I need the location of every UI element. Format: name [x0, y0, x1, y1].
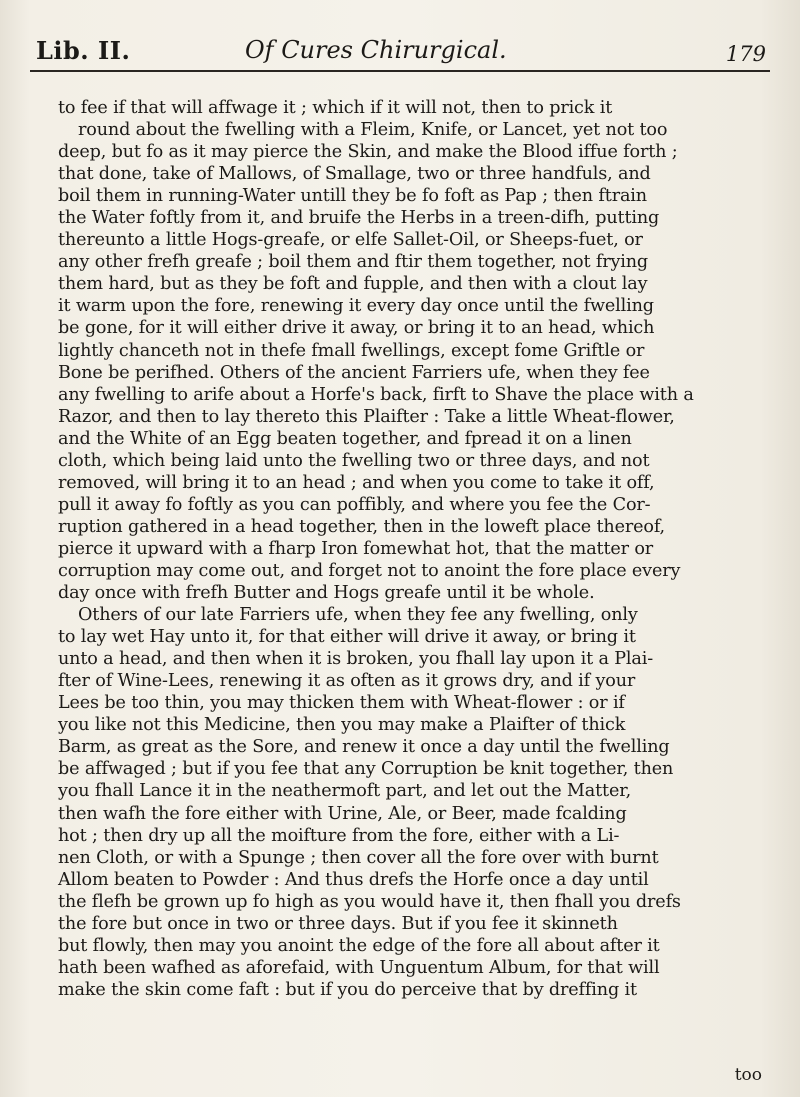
text-line: Barm, as great as the Sore, and renew it once a day until the fwelling: [58, 737, 670, 758]
text-line: hot ; then dry up all the moifture from the fore, either with a Li-: [58, 825, 620, 846]
text-line: hath been wafhed as aforefaid, with Unguentum Album, for that will: [58, 957, 660, 978]
text-line: them hard, but as they be foft and fupple, and then with a clout lay: [58, 274, 648, 295]
text-line: Razor, and then to lay thereto this Plaifter : Take a little Wheat-flower,: [58, 406, 675, 427]
page-number: 179: [725, 42, 766, 66]
text-line: pull it away fo foftly as you can poffibly, and where you fee the Cor-: [58, 494, 651, 515]
text-line: thereunto a little Hogs-greafe, or elfe Sallet-Oil, or Sheeps-fuet, or: [58, 230, 643, 251]
text-line: then wafh the fore either with Urine, Ale, or Beer, made fcalding: [58, 803, 627, 824]
text-line: you like not this Medicine, then you may make a Plaifter of thick: [58, 715, 626, 736]
text-line: to lay wet Hay unto it, for that either will drive it away, or bring it: [58, 627, 636, 648]
text-line: and the White of an Egg beaten together, and fpread it on a linen: [58, 428, 632, 449]
text-line: fter of Wine-Lees, renewing it as often as it grows dry, and if your: [58, 671, 636, 692]
text-line: you fhall Lance it in the neathermoft part, and let out the Matter,: [58, 781, 632, 802]
text-line: any fwelling to arife about a Horfe's back, firft to Shave the place with a: [58, 384, 694, 405]
text-line: that done, take of Mallows, of Smallage, two or three handfuls, and: [58, 164, 651, 185]
header-rule: [30, 70, 770, 72]
text-line: cloth, which being laid unto the fwelling two or three days, and not: [58, 450, 650, 471]
running-title: Of Cures Chirurgical.: [245, 36, 507, 64]
body-text: [58, 97, 768, 1001]
text-line: Allom beaten to Powder : And thus drefs the Horfe once a day until: [58, 869, 649, 890]
text-line: ruption gathered in a head together, then in the loweft place thereof,: [58, 516, 665, 537]
book-section-label: Lib. II.: [36, 36, 131, 65]
text-line: any other frefh greafe ; boil them and ftir them together, not frying: [58, 252, 649, 273]
text-line: unto a head, and then when it is broken, you fhall lay upon it a Plai-: [58, 649, 653, 670]
text-line: it warm upon the fore, renewing it every day once until the fwelling: [58, 296, 654, 317]
text-line: boil them in running-Water untill they be fo foft as Pap ; then ftrain: [58, 186, 647, 207]
text-line: nen Cloth, or with a Spunge ; then cover all the fore over with burnt: [58, 847, 659, 868]
page-header: [30, 28, 770, 68]
text-line: pierce it upward with a fharp Iron fomewhat hot, that the matter or: [58, 538, 654, 559]
text-line: the fore but once in two or three days. But if you fee it skinneth: [58, 913, 618, 934]
text-line: the flefh be grown up fo high as you would have it, then fhall you drefs: [58, 891, 681, 912]
text-line: Others of our late Farriers ufe, when they fee any fwelling, only: [78, 605, 638, 626]
text-line: lightly chanceth not in thefe fmall fwellings, except fome Griftle or: [58, 340, 645, 361]
text-line: deep, but fo as it may pierce the Skin, and make the Blood iffue forth ;: [58, 142, 678, 163]
text-line: but flowly, then may you anoint the edge of the fore all about after it: [58, 935, 660, 956]
text-line: day once with frefh Butter and Hogs greafe until it be whole.: [58, 583, 595, 604]
text-line: be gone, for it will either drive it away, or bring it to an head, which: [58, 318, 655, 339]
text-line: corruption may come out, and forget not to anoint the fore place every: [58, 560, 681, 581]
text-line: Bone be perifhed. Others of the ancient Farriers ufe, when they fee: [58, 362, 650, 383]
text-line: to fee if that will affwage it ; which if it will not, then to prick it: [58, 98, 613, 118]
text-line: make the skin come faft : but if you do perceive that by dreffing it: [58, 979, 637, 1000]
text-line: round about the fwelling with a Fleim, Knife, or Lancet, yet not too: [78, 120, 668, 141]
text-line: the Water foftly from it, and bruife the Herbs in a treen-difh, putting: [58, 208, 660, 229]
text-line: Lees be too thin, you may thicken them with Wheat-flower : or if: [58, 693, 625, 714]
catchword: too: [734, 1065, 762, 1085]
text-line: removed, will bring it to an head ; and when you come to take it off,: [58, 472, 655, 493]
text-line: be affwaged ; but if you fee that any Corruption be knit together, then: [58, 759, 674, 780]
